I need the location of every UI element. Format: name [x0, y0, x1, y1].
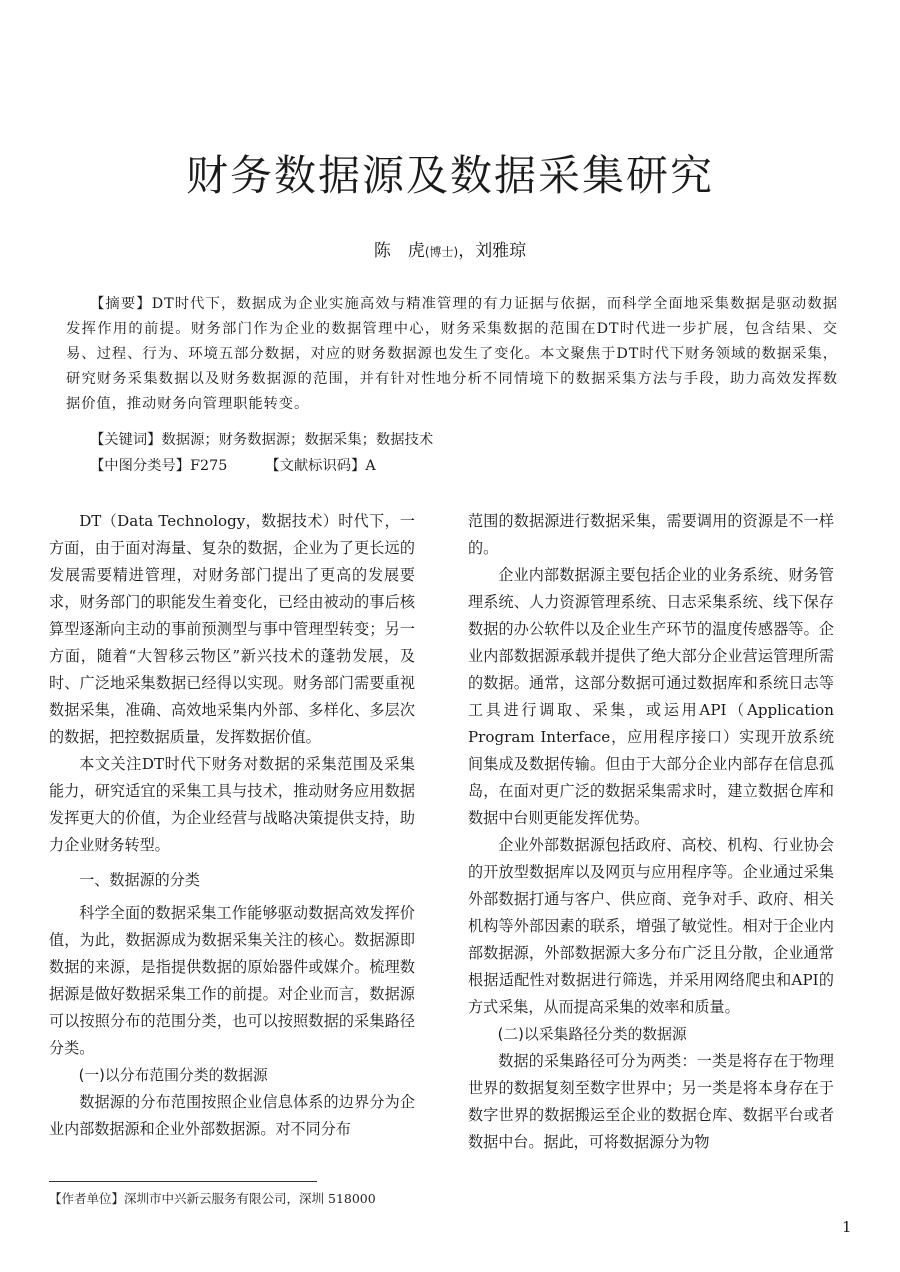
paper-title: 财务数据源及数据采集研究	[185, 151, 714, 200]
abstract-text: DT时代下，数据成为企业实施高效与精准管理的有力证据与依据，而科学全面地采集数据是驱动数据发挥作用的前提。财务部门作为企业的数据管理中心，财务采集数据的范围在DT时代进一步扩展，包含结果、交易、过程、行为、环境五部分数据，对应的财务数据源也发生了变化。本文聚焦于DT时代下财务领域的数据采集，研究财务采集数据以及财务数据源的范围，并有针对性地分析不同情境下的数据采集方法与手段，助力高效发挥数据价值，推动财务向管理职能转变。	[66, 296, 838, 412]
subsection-heading: (一)以分布范围分类的数据源	[78, 1067, 268, 1084]
author-name: 刘雅琼	[475, 241, 527, 261]
abstract	[66, 292, 838, 417]
page-number: 1	[842, 1218, 852, 1236]
paragraph: 本文关注DT时代下财务对数据的采集范围及采集能力，研究适宜的采集工具与技术，推动财务应用数据发挥更大的价值，为企业经营与战略决策提供支持，助力企业财务转型。	[49, 755, 415, 854]
doc-code	[265, 458, 375, 474]
classification-line	[90, 454, 376, 479]
clc-value: F275	[190, 458, 228, 474]
paragraph: 数据源的分布范围按照企业信息体系的边界分为企业内部数据源和企业外部数据源。对不同分布	[49, 1093, 415, 1138]
paragraph: 范围的数据源进行数据采集，需要调用的资源是不一样的。	[468, 512, 834, 557]
author-degree: (博士)	[424, 245, 459, 259]
footnote-label: 【作者单位】	[49, 1191, 125, 1206]
keywords-text: 数据源；财务数据源；数据采集；数据技术	[161, 432, 434, 448]
footnote	[49, 1189, 376, 1209]
author-separator: ，	[458, 241, 476, 261]
doc-label: 【文献标识码】	[265, 458, 366, 474]
paragraph: 企业内部数据源主要包括企业的业务系统、财务管理系统、人力资源管理系统、日志采集系统、线下保存数据的办公软件以及企业生产环节的温度传感器等。企业内部数据源承载并提供了绝大部分企业营运管理所需的数据。通常，这部分数据可通过数据库和系统日志等工具进行调取、采集，或运用API（Application Program Interface，应用程序接口）实现开放系统间集成及数据传输。但由于大部分企业内部存在信息孤岛，在面对更广泛的数据采集需求时，建立数据仓库和数据中台则更能发挥优势。	[468, 566, 834, 827]
clc-label: 【中图分类号】	[90, 458, 191, 474]
abstract-label: 【摘要】	[90, 296, 152, 312]
subsection-heading: (二)以采集路径分类的数据源	[497, 1026, 687, 1043]
body-column-left	[49, 508, 415, 1143]
paragraph: 科学全面的数据采集工作能够驱动数据高效发挥价值，为此，数据源成为数据采集关注的核心。数据源即数据的来源，是指提供数据的原始器件或媒介。梳理数据源是做好数据采集工作的前提。对企业而言，数据源可以按照分布的范围分类，也可以按照数据的采集路径分类。	[49, 904, 415, 1057]
keywords	[90, 428, 433, 453]
paragraph: 数据的采集路径可分为两类：一类是将存在于物理世界的数据复刻至数字世界中；另一类是将本身存在于数字世界的数据搬运至企业的数据仓库、数据平台或者数据中台。据此，可将数据源分为物	[468, 1052, 834, 1151]
paragraph: 企业外部数据源包括政府、高校、机构、行业协会的开放型数据库以及网页与应用程序等。企业通过采集外部数据打通与客户、供应商、竞争对手、政府、相关机构等外部因素的联系，增强了敏觉性。相对于企业内部数据源，外部数据源大多分布广泛且分散，企业通常根据适配性对数据进行筛选，并采用网络爬虫和API的方式采集，从而提高采集的效率和质量。	[468, 836, 834, 1016]
author-name: 陈 虎	[373, 241, 425, 261]
author-line	[0, 236, 900, 261]
footnote-divider	[49, 1181, 317, 1182]
body-column-right	[468, 508, 834, 1156]
section-heading: 一、数据源的分类	[79, 871, 200, 889]
paragraph: DT（Data Technology，数据技术）时代下，一方面，由于面对海量、复杂的数据，企业为了更长远的发展需要精进管理，对财务部门提出了更高的发展要求，财务部门的职能发生着变化，已经由被动的事后核算型逐渐向主动的事前预测型与事中管理型转变；另一方面，随着“大智移云物区”新兴技术的蓬勃发展，及时、广泛地采集数据已经得以实现。财务部门需要重视数据采集，准确、高效地采集内外部、多样化、多层次的数据，把控数据质量，发挥数据价值。	[49, 512, 415, 746]
doc-value: A	[365, 458, 376, 474]
keywords-label: 【关键词】	[90, 432, 162, 448]
footnote-text: 深圳市中兴新云服务有限公司，深圳 518000	[124, 1191, 376, 1206]
clc-code	[90, 454, 227, 479]
